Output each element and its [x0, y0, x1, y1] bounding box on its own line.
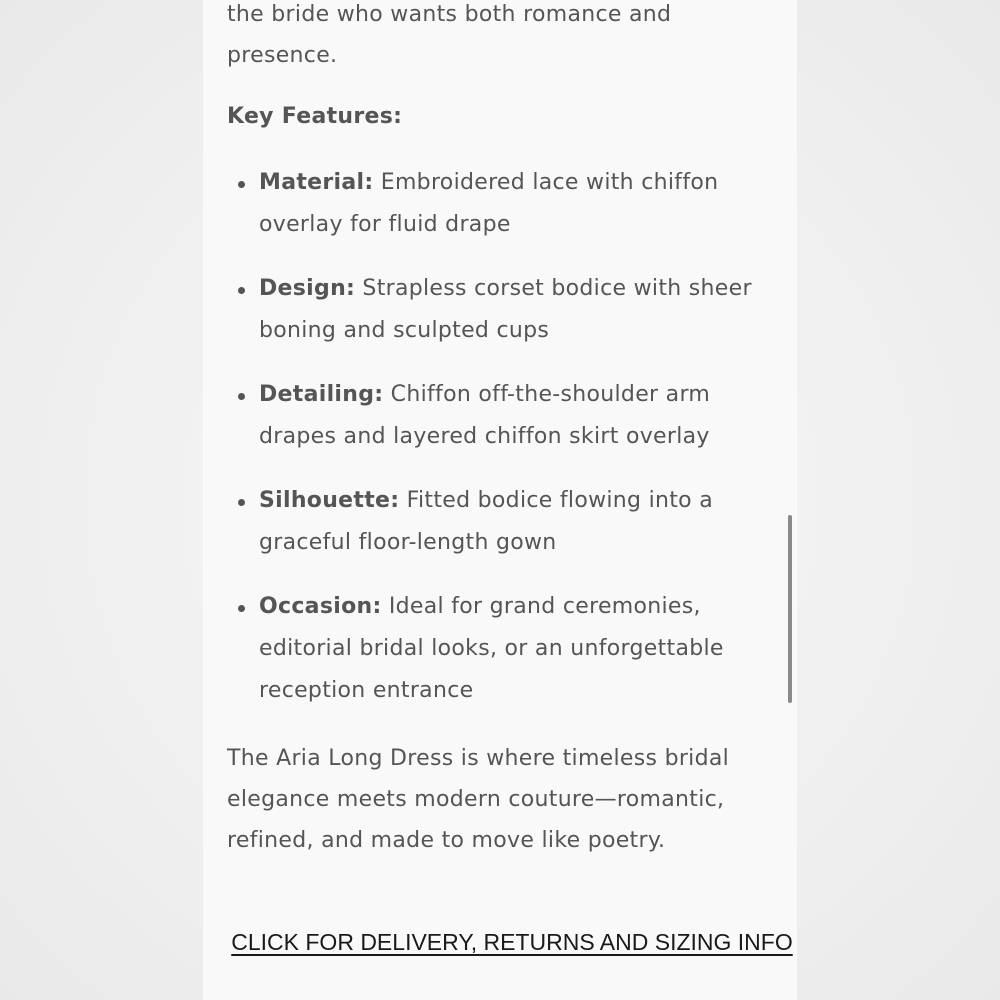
feature-text: Strapless corset bodice with sheer boning and sculpted cups: [259, 276, 752, 343]
closing-paragraph: The Aria Long Dress is where timeless bridal elegance meets modern couture—romantic, refined, and made to move like poetry.: [227, 746, 730, 853]
feature-occasion: [259, 586, 779, 712]
feature-label: Design:: [259, 276, 356, 301]
key-features-list: [259, 162, 779, 734]
scrollbar[interactable]: [786, 0, 794, 1000]
intro-paragraph: [227, 0, 671, 76]
feature-text: Embroidered lace with chiffon overlay for fluid drape: [259, 170, 719, 237]
feature-design: [259, 268, 779, 352]
feature-label: Material:: [259, 170, 374, 195]
product-description-panel: [203, 0, 797, 1000]
feature-label: Silhouette:: [259, 488, 400, 513]
feature-silhouette: [259, 480, 779, 564]
scrollbar-thumb[interactable]: [788, 515, 792, 703]
feature-text: Fitted bodice flowing into a graceful floor-length gown: [259, 488, 714, 555]
feature-text: Ideal for grand ceremonies, editorial bridal looks, or an unforgettable reception entrance: [259, 594, 724, 703]
feature-label: Detailing:: [259, 382, 384, 407]
intro-line-1: the bride who wants both romance and: [227, 2, 672, 27]
delivery-returns-sizing-link[interactable]: CLICK FOR DELIVERY, RETURNS AND SIZING INFO: [231, 929, 793, 955]
key-features-heading: Key Features:: [227, 104, 403, 129]
feature-detailing: [259, 374, 779, 458]
intro-line-2: presence.: [227, 43, 338, 68]
feature-label: Occasion:: [259, 594, 382, 619]
feature-material: [259, 162, 779, 246]
feature-text: Chiffon off-the-shoulder arm drapes and layered chiffon skirt overlay: [259, 382, 711, 449]
